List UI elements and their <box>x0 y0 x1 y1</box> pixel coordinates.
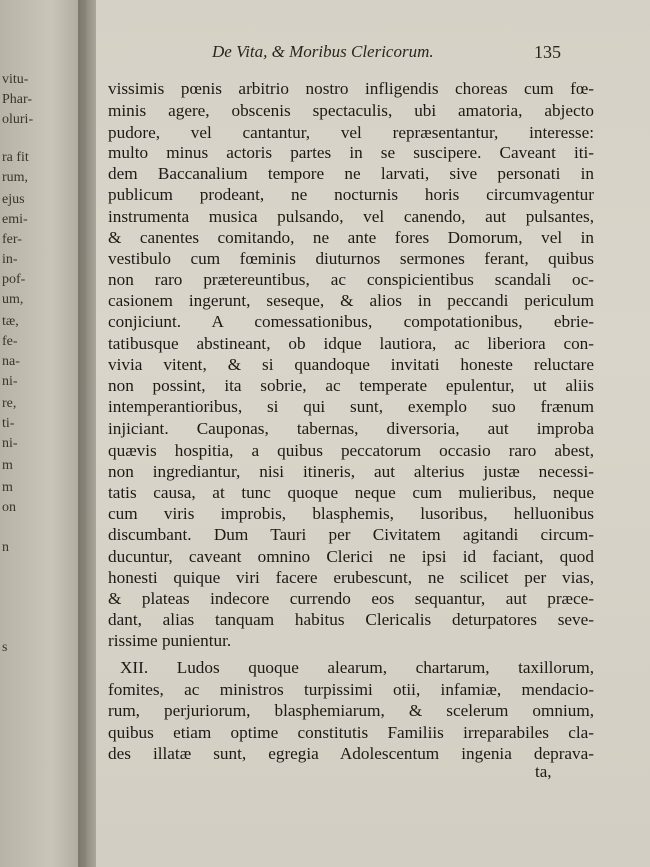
text-line: & plateas indecore currendo eos sequantur, aut præce- <box>108 589 594 608</box>
text-line: ducuntur, caveant omnino Clerici ne ipsi id faciant, quod <box>108 547 594 566</box>
text-line: non raro prætereuntibus, ac conspicientibus scandali oc- <box>108 270 594 289</box>
left-page-fragment: na- <box>2 354 20 369</box>
text-line: tatis causa, at tunc quoque neque cum mulieribus, neque <box>108 483 594 502</box>
text-line: multo minus actoris partes in se suscipere. Caveant iti- <box>108 143 594 162</box>
text-line: cum viris improbis, blasphemis, lusoribus, helluonibus <box>108 504 594 523</box>
left-page-fragment: n <box>2 540 9 555</box>
text-line: discumbant. Dum Tauri per Civitatem agitandi circum- <box>108 525 594 544</box>
left-page-fragment: s <box>2 640 8 655</box>
left-page-fragment: rum, <box>2 170 29 185</box>
left-page-fragment: ni- <box>2 436 18 451</box>
left-page-fragment: oluri- <box>2 112 34 127</box>
left-page-fragment: in- <box>2 252 18 267</box>
left-page-fragment: m <box>2 458 13 473</box>
text-line: des illatæ sunt, egregia Adolescentum ingenia deprava- <box>108 744 594 763</box>
left-page-fragment: fer- <box>2 232 22 247</box>
text-line: & canentes comitando, ne ante fores Domorum, vel in <box>108 228 594 247</box>
text-line: conjiciunt. A comessationibus, compotationibus, ebrie- <box>108 312 594 331</box>
left-page-fragment: emi- <box>2 212 28 227</box>
text-line: fomites, ac ministros turpissimi otii, infamiæ, mendacio- <box>108 680 594 699</box>
text-line: minis agere, obscenis spectaculis, ubi amatoria, abjecto <box>108 101 594 120</box>
text-line: vestibulo cum fœminis diuturnos sermones ferant, quibus <box>108 249 594 268</box>
text-line: publicum prodeant, ne nocturnis horis circumvagentur <box>108 185 594 204</box>
text-line: quævis hospitia, a quibus peccatorum occasio raro abest, <box>108 441 594 460</box>
text-line: intemperantioribus, si qui sunt, exemplo suo frænum <box>108 397 594 416</box>
text-line: dem Baccanalium tempore ne larvati, sive personati in <box>108 164 594 183</box>
text-line: vissimis pœnis arbitrio nostro infligendis choreas cum fœ- <box>108 79 594 98</box>
text-line: XII. Ludos quoque alearum, chartarum, taxillorum, <box>120 658 594 677</box>
text-line: non ingrediantur, nisi itineris, aut alterius justæ necessi- <box>108 462 594 481</box>
text-line: tatibusque abstineant, ob idque lautiora, ac liberiora con- <box>108 334 594 353</box>
text-line: instrumenta musica pulsando, vel canendo, aut pulsantes, <box>108 207 594 226</box>
text-line: rum, perjuriorum, blasphemiarum, & scelerum omnium, <box>108 701 594 720</box>
left-page <box>0 0 86 867</box>
catchword: ta, <box>535 762 552 781</box>
left-page-fragment: ejus <box>2 192 25 207</box>
text-line: casionem ingerunt, seseque, & alios in peccandi periculum <box>108 291 594 310</box>
left-page-fragment: um, <box>2 292 24 307</box>
text-line: vivia vitent, & si quandoque invitati honeste reluctare <box>108 355 594 374</box>
left-page-fragment: Phar- <box>2 92 33 107</box>
left-page-fragment: on <box>2 500 16 515</box>
left-page-fragment: re, <box>2 396 17 411</box>
text-line: honesti quique viri facere erubescunt, ne scilicet per vias, <box>108 568 594 587</box>
text-line: rissime punientur. <box>108 631 232 650</box>
text-line: dant, alias tanquam habitus Clericalis deturpatores seve- <box>108 610 594 629</box>
left-page-fragment: ni- <box>2 374 18 389</box>
left-page-fragment: ti- <box>2 416 15 431</box>
left-page-fragment: m <box>2 480 13 495</box>
page-number: 135 <box>534 42 561 62</box>
text-line: non possint, ita sobrie, ac temperate epulentur, ut aliis <box>108 376 594 395</box>
left-page-fragment: pof- <box>2 272 26 287</box>
text-line: quibus etiam optime constitutis Familiis irreparabiles cla- <box>108 723 594 742</box>
left-page-fragment: tæ, <box>2 314 19 329</box>
text-line: injiciant. Cauponas, tabernas, diversoria, aut improba <box>108 419 594 438</box>
left-page-fragment: vitu- <box>2 72 29 87</box>
left-page-fragment: fe- <box>2 334 18 349</box>
text-line: pudore, vel cantantur, vel repræsentantur, interesse: <box>108 123 594 142</box>
running-title: De Vita, & Moribus Clericorum. <box>212 42 434 61</box>
left-page-fragment: ra fit <box>2 150 29 165</box>
